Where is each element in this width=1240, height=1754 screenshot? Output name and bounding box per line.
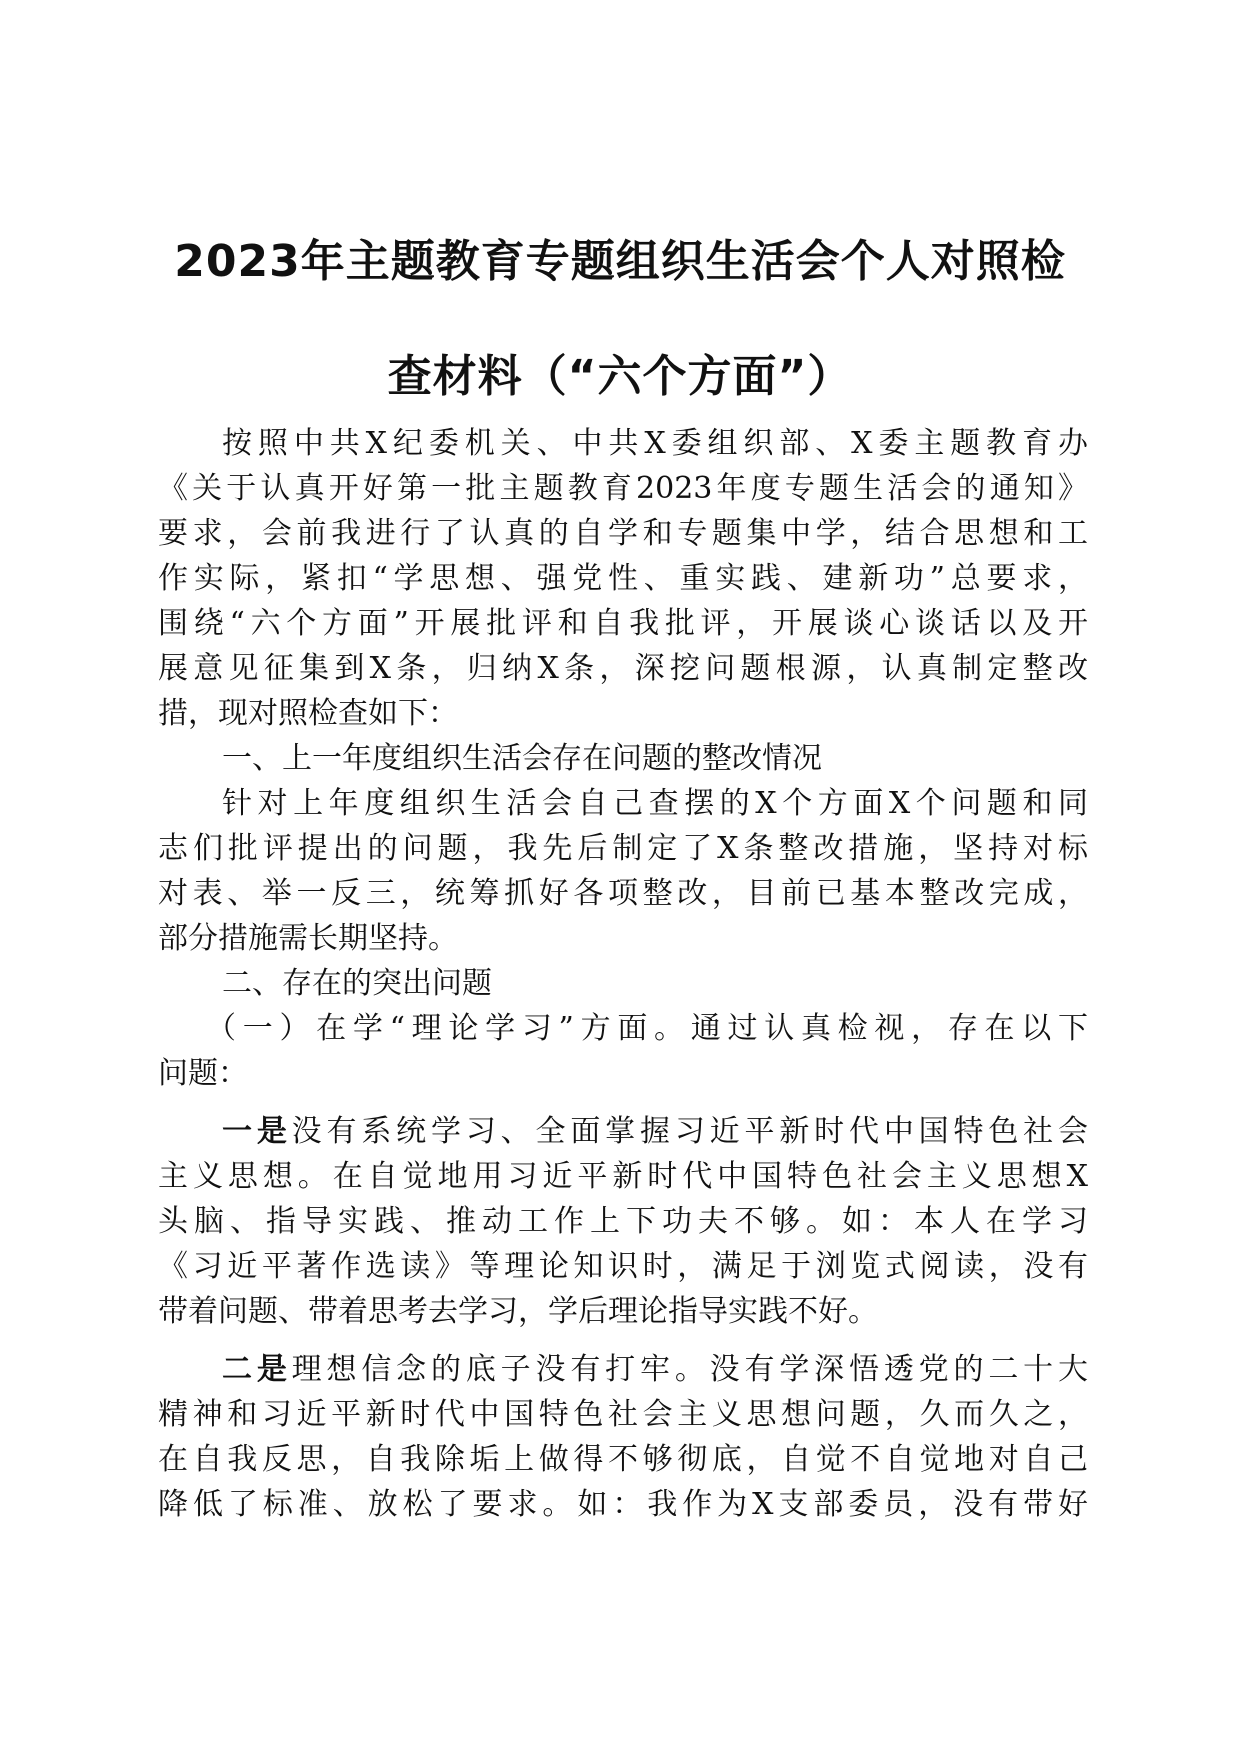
intro-line-5: 围绕“六个方面”开展批评和自我批评，开展谈心谈话以及开	[158, 606, 1088, 641]
section-1-line-2: 志们批评提出的问题，我先后制定了X条整改措施，坚持对标	[158, 831, 1088, 866]
item-2-lead: 二是	[222, 1352, 292, 1387]
section-1-heading: 一、上一年度组织生活会存在问题的整改情况	[222, 741, 822, 776]
subsection-1-line-2: 问题：	[158, 1056, 248, 1091]
document-title-line-1: 2023年主题教育专题组织生活会个人对照检	[174, 236, 1066, 287]
intro-line-2: 《关于认真开好第一批主题教育2023年度专题生活会的通知》	[158, 471, 1088, 506]
item-2-line-3: 在自我反思，自我除垢上做得不够彻底，自觉不自觉地对自己	[158, 1442, 1088, 1477]
subsection-1-text: 通过认真检视，存在以下	[690, 1011, 1088, 1046]
intro-line-1: 按照中共X纪委机关、中共X委组织部、X委主题教育办	[222, 426, 1088, 461]
section-1-line-1: 针对上年度组织生活会自己查摆的X个方面X个问题和同	[222, 786, 1088, 821]
item-1-lead: 一是	[222, 1114, 292, 1149]
document-title-line-2: 查材料（“六个方面”）	[387, 351, 853, 402]
subsection-1-heading: （一）在学“理论学习”方面。	[206, 1011, 691, 1046]
intro-line-7: 措，现对照检查如下：	[158, 696, 458, 731]
item-1-text: 没有系统学习、全面掌握习近平新时代中国特色社会	[291, 1114, 1089, 1149]
item-1-line-3: 头脑、指导实践、推动工作上下功夫不够。如：本人在学习	[158, 1204, 1088, 1239]
intro-line-6: 展意见征集到X条，归纳X条，深挖问题根源，认真制定整改	[158, 651, 1088, 686]
section-1-line-3: 对表、举一反三，统筹抓好各项整改，目前已基本整改完成，	[158, 876, 1088, 911]
item-1-line-4: 《习近平著作选读》等理论知识时，满足于浏览式阅读，没有	[158, 1249, 1088, 1284]
item-1-line-5: 带着问题、带着思考去学习，学后理论指导实践不好。	[158, 1294, 878, 1329]
intro-line-4: 作实际，紧扣“学思想、强党性、重实践、建新功”总要求，	[158, 561, 1088, 596]
item-2-line-1	[222, 1347, 1088, 1393]
section-1-line-4: 部分措施需长期坚持。	[158, 921, 458, 956]
item-2-text: 理想信念的底子没有打牢。没有学深悟透党的二十大	[291, 1352, 1089, 1387]
section-2-heading: 二、存在的突出问题	[222, 966, 492, 1001]
item-1-line-1	[222, 1109, 1088, 1155]
item-2-line-2: 精神和习近平新时代中国特色社会主义思想问题，久而久之，	[158, 1397, 1088, 1432]
intro-line-3: 要求，会前我进行了认真的自学和专题集中学，结合思想和工	[158, 516, 1088, 551]
item-2-line-4: 降低了标准、放松了要求。如：我作为X支部委员，没有带好	[158, 1487, 1088, 1522]
item-1-line-2: 主义思想。在自觉地用习近平新时代中国特色社会主义思想X	[158, 1159, 1088, 1194]
subsection-1-line-1	[206, 1006, 1088, 1052]
